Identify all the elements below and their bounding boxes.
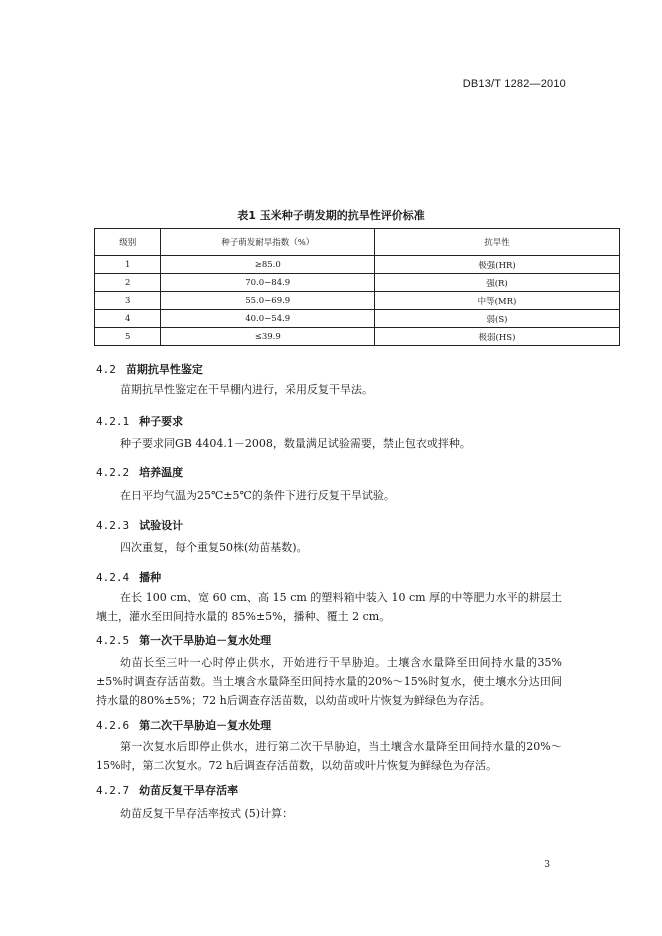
section-heading xyxy=(96,361,203,377)
column-header-index: 种子萌发耐旱指数（%） xyxy=(161,229,375,256)
section-title: 苗期抗旱性鉴定 xyxy=(125,363,203,376)
table-title: 表1 玉米种子萌发期的抗旱性评价标准 xyxy=(237,209,425,222)
section-title: 第一次干旱胁迫－复水处理 xyxy=(139,634,272,647)
table-row xyxy=(95,274,620,292)
section-title: 幼苗反复干旱存活率 xyxy=(139,784,239,797)
section-number: 4.2.2 xyxy=(96,466,130,479)
section-paragraph: 第一次复水后即停止供水，进行第二次干旱胁迫，当土壤含水量降至田间持水量的20%～15%时，第二次复水。72 h后调查存活苗数，以幼苗或叶片恢复为鲜绿色为存活。 xyxy=(96,740,562,772)
table-row xyxy=(95,256,620,274)
section-number: 4.2.6 xyxy=(96,719,130,732)
page-number: 3 xyxy=(544,860,550,870)
cell-resistance: 中等(MR) xyxy=(374,292,619,310)
section-number: 4.2.7 xyxy=(96,784,130,797)
cell-resistance: 弱(S) xyxy=(374,310,619,328)
section-paragraph: 在日平均气温为25℃±5℃的条件下进行反复干旱试验。 xyxy=(120,489,395,502)
section-heading xyxy=(96,569,161,585)
section-title: 播种 xyxy=(139,571,162,584)
section-paragraph: 四次重复，每个重复50株(幼苗基数)。 xyxy=(120,541,308,554)
cell-resistance: 极弱(HS) xyxy=(374,328,619,346)
column-header-grade: 级别 xyxy=(95,229,161,256)
section-heading xyxy=(96,632,271,648)
section-heading xyxy=(96,517,183,533)
section-heading xyxy=(96,464,183,480)
section-paragraph: 在长 100 cm、宽 60 cm、高 15 cm 的塑料箱中装入 10 cm 厚的中等肥力水平的耕层土壤土，灌水至田间持水量的 85%±5%，播种、覆土 2 cm。 xyxy=(96,591,562,623)
section-title: 第二次干旱胁迫－复水处理 xyxy=(139,719,272,732)
section-number: 4.2.4 xyxy=(96,571,130,584)
section-number: 4.2.3 xyxy=(96,519,130,532)
standard-code: DB13/T 1282—2010 xyxy=(462,78,566,90)
cell-resistance: 极强(HR) xyxy=(374,256,619,274)
section-heading xyxy=(96,413,183,429)
cell-index: 70.0−84.9 xyxy=(161,274,375,292)
table-row xyxy=(95,310,620,328)
cell-grade: 4 xyxy=(95,310,161,328)
table-row xyxy=(95,292,620,310)
section-paragraph: 幼苗反复干旱存活率按式 (5)计算： xyxy=(120,807,294,820)
section-title: 种子要求 xyxy=(139,415,184,428)
section-number: 4.2.1 xyxy=(96,415,130,428)
cell-grade: 5 xyxy=(95,328,161,346)
section-paragraph: 幼苗长至三叶一心时停止供水，开始进行干旱胁迫。土壤含水量降至田间持水量的35%±5%时调查存活苗数。当土壤含水量降至田间持水量的20%～15%时复水，使土壤水分达田间持水量的80%±5%；72 h后调查存活苗数，以幼苗或叶片恢复为鲜绿色为存活。 xyxy=(96,656,562,707)
cell-index: 40.0−54.9 xyxy=(161,310,375,328)
section-heading xyxy=(96,717,271,733)
cell-grade: 1 xyxy=(95,256,161,274)
section-number: 4.2 xyxy=(96,363,116,376)
section-paragraph: 苗期抗旱性鉴定在干旱棚内进行，采用反复干旱法。 xyxy=(120,383,373,396)
section-title: 试验设计 xyxy=(139,519,184,532)
table-header-row xyxy=(95,229,620,256)
drought-resistance-table xyxy=(94,228,620,346)
column-header-resistance: 抗旱性 xyxy=(374,229,619,256)
cell-index: ≥85.0 xyxy=(161,256,375,274)
table-row xyxy=(95,328,620,346)
section-title: 培养温度 xyxy=(139,466,184,479)
cell-grade: 2 xyxy=(95,274,161,292)
section-heading xyxy=(96,782,238,798)
section-number: 4.2.5 xyxy=(96,634,130,647)
section-paragraph: 种子要求同GB 4404.1－2008，数量满足试验需要，禁止包衣或拌种。 xyxy=(120,437,471,450)
cell-index: 55.0−69.9 xyxy=(161,292,375,310)
cell-resistance: 强(R) xyxy=(374,274,619,292)
cell-grade: 3 xyxy=(95,292,161,310)
cell-index: ≤39.9 xyxy=(161,328,375,346)
